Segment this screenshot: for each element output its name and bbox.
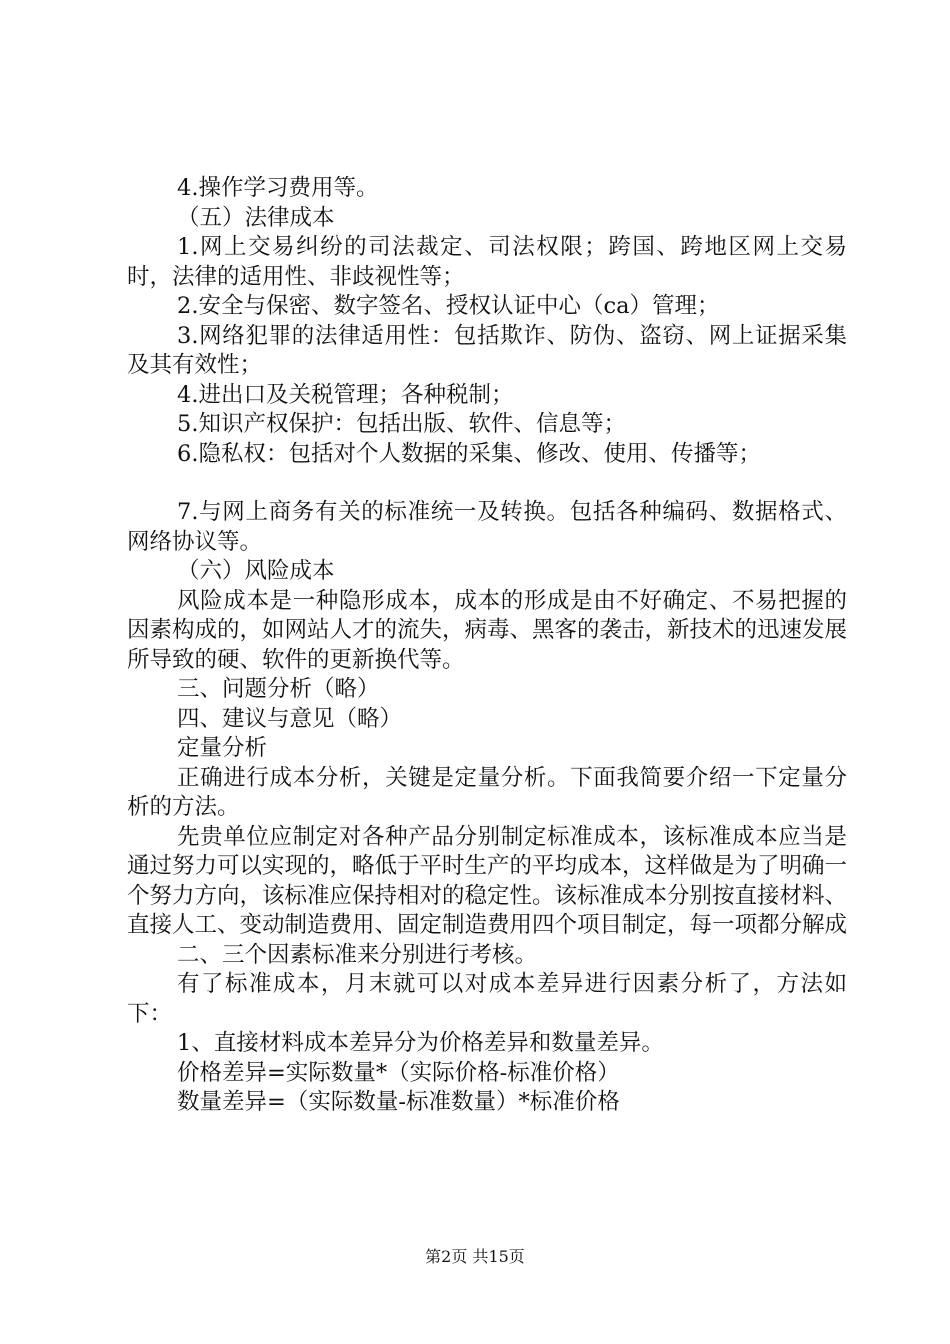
section-heading: 四、建议与意见（略） [177,705,403,732]
paragraph: 1.网上交易纠纷的司法裁定、司法权限；跨国、跨地区网上交易时，法律的适用性、非歧视性等； [127,234,847,290]
paragraph: 4.操作学习费用等。 [177,175,379,201]
section-heading: 三、问题分析（略） [177,676,380,702]
formula-line: 价格差异=实际数量*（实际价格-标准价格） [177,1059,620,1086]
paragraph: 有了标准成本，月末就可以对成本差异进行因素分析了，方法如下： [127,971,847,1027]
paragraph: 6.隐私权：包括对个人数据的采集、修改、使用、传播等； [177,440,761,467]
page-number-footer: 第2页 共15页 [425,1247,525,1266]
paragraph: 3.网络犯罪的法律适用性：包括欺诈、防伪、盗窃、网上证据采集及其有效性； [127,322,847,378]
paragraph: 先贵单位应制定对各种产品分别制定标准成本，该标准成本应当是通过努力可以实现的，略低于平时生产的平均成本，这样做是为了明确一个努力方向，该标准应保持相对的稳定性。该标准成本分别按直接材料、直接人工、变动制造费用、固定制造费用四个项目制定，每一项都分解成 [127,823,848,938]
section-heading: （六）风险成本 [177,558,335,584]
paragraph: 7.与网上商务有关的标准统一及转换。包括各种编码、数据格式、网络协议等。 [127,499,847,555]
paragraph: 5.知识产权保护：包括出版、软件、信息等； [177,411,626,437]
paragraph: 风险成本是一种隐形成本，成本的形成是由不好确定、不易把握的因素构成的，如网站人才的流失，病毒、黑客的袭击，新技术的迅速发展所导致的硬、软件的更新换代等。 [127,587,848,673]
paragraph: 1、直接材料成本差异分为价格差异和数量差异。 [177,1030,664,1056]
paragraph: 4.进出口及关税管理；各种税制； [177,381,514,408]
section-heading: （五）法律成本 [177,204,335,231]
paragraph: 2.安全与保密、数字签名、授权认证中心（ca）管理； [177,293,720,319]
paragraph: 二、三个因素标准来分别进行考核。 [177,941,538,968]
document-body [127,174,847,1118]
section-heading: 定量分析 [177,735,268,761]
blank-line [127,469,847,498]
formula-line: 数量差异=（实际数量-标准数量）*标准价格 [177,1089,620,1115]
paragraph: 正确进行成本分析，关键是定量分析。下面我简要介绍一下定量分析的方法。 [127,764,847,820]
